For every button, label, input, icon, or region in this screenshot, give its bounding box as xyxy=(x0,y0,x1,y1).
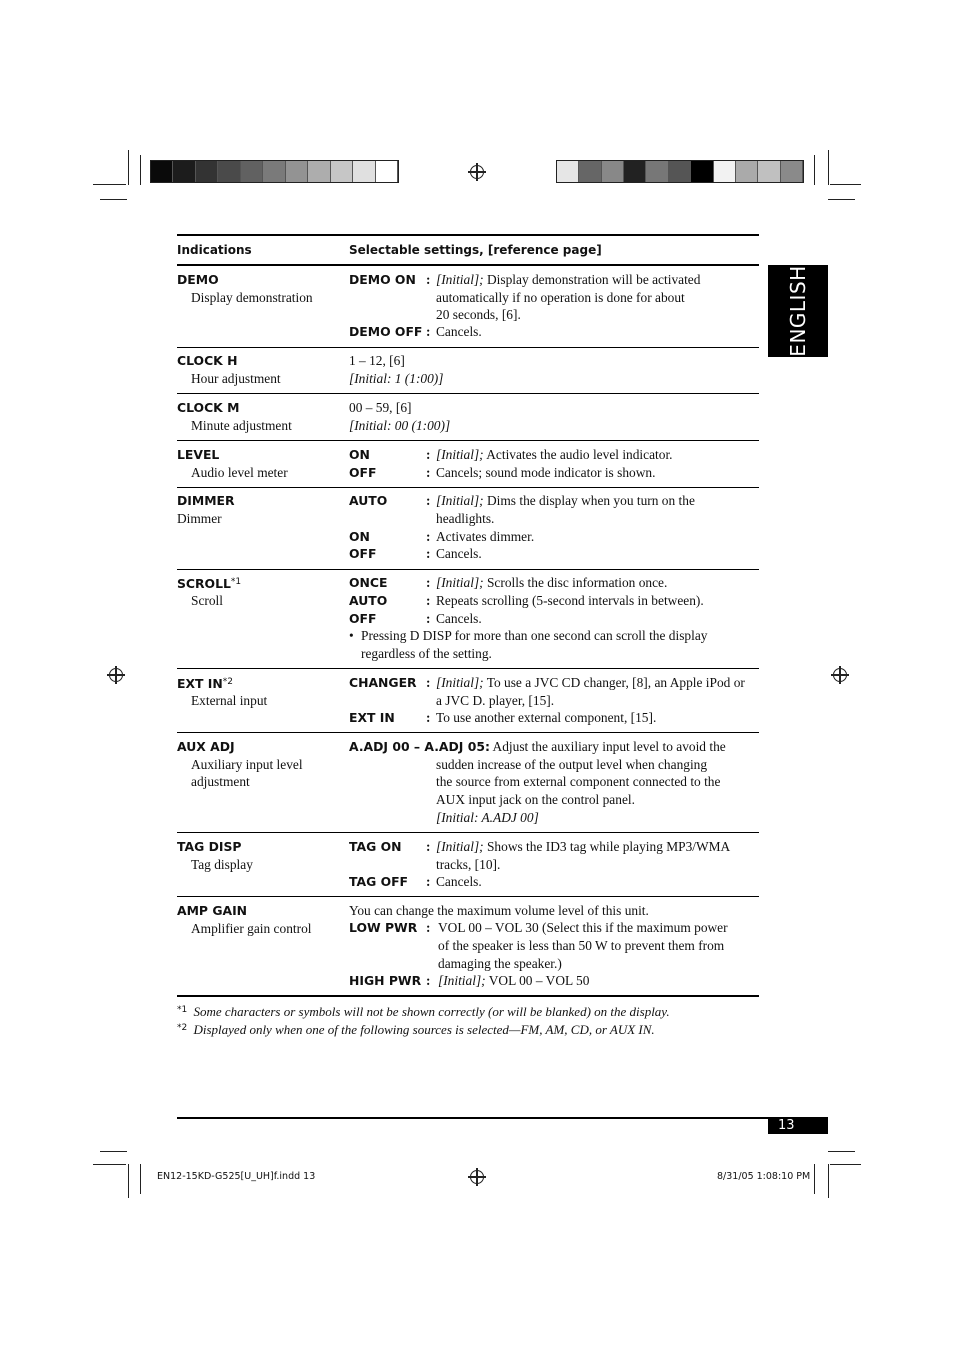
footnote: $^{*2}$ Displayed only when one of the following sources is selected—FM, AM, CD, or AUX IN. xyxy=(177,1022,655,1037)
option-key: DEMO ON xyxy=(349,272,416,287)
registration-mark-icon xyxy=(470,1170,484,1184)
registration-mark-icon xyxy=(109,668,123,682)
language-tab-label: ENGLISH xyxy=(786,265,810,357)
footnote: $^{*1}$ Some characters or symbols will not be shown correctly (or will be blanked) on the display. xyxy=(177,1004,670,1019)
color-bar-right xyxy=(556,160,804,183)
file-slug: EN12-15KD-G525[U_UH]f.indd 13 xyxy=(157,1171,316,1182)
header-indications: Indications xyxy=(177,243,252,257)
bullet-icon: • xyxy=(349,628,354,643)
registration-mark-icon xyxy=(833,668,847,682)
header-settings: Selectable settings, [reference page] xyxy=(349,243,602,257)
date-slug: 8/31/05 1:08:10 PM xyxy=(717,1171,811,1182)
registration-mark-icon xyxy=(470,165,484,179)
option-key: DEMO OFF xyxy=(349,324,423,339)
color-bar-left xyxy=(150,160,399,183)
bottom-rule xyxy=(177,1117,828,1119)
setting-name: DEMO xyxy=(177,272,219,287)
option-text: [Initial]; Display demonstration will be activated xyxy=(436,272,701,287)
language-tab xyxy=(768,265,828,357)
page-number: 13 xyxy=(768,1118,828,1134)
setting-desc: Display demonstration xyxy=(191,290,313,305)
